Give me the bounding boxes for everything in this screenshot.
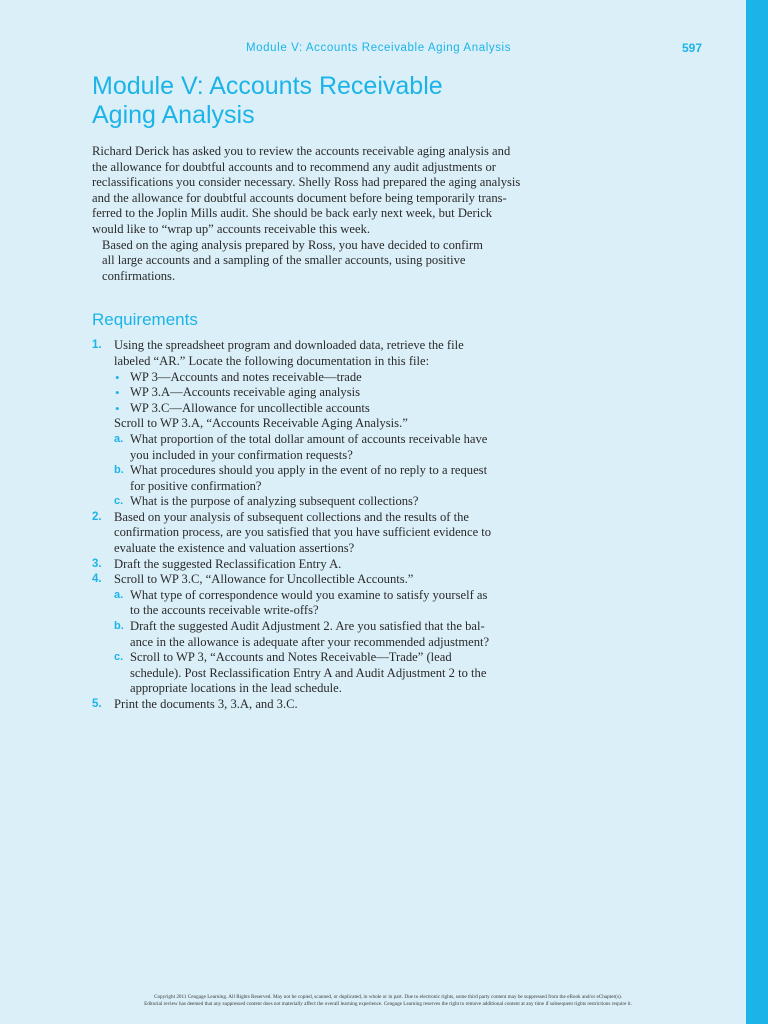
text-line: evaluate the existence and valuation assertions? (114, 541, 355, 556)
sub-question-letter: b. (114, 620, 124, 633)
intro-paragraph-1 (92, 144, 532, 238)
requirement-number: 3. (92, 557, 102, 570)
text-line: all large accounts and a sampling of the smaller accounts, using positive (102, 253, 466, 268)
documentation-item (114, 385, 532, 401)
text-line: What type of correspondence would you examine to satisfy yourself as (130, 587, 488, 602)
sub-question (114, 432, 532, 463)
sub-question-letter: a. (114, 432, 124, 445)
documentation-text: WP 3—Accounts and notes receivable—trade (130, 369, 362, 384)
requirement-item (92, 510, 532, 557)
text-line: the allowance for doubtful accounts and to recommend any audit adjustments or (92, 159, 496, 174)
page-content (92, 72, 532, 713)
sub-question-letter: b. (114, 464, 124, 477)
sub-question-letter: c. (114, 495, 124, 508)
text-line: reclassifications you consider necessary. Shelly Ross had prepared the aging analysis (92, 175, 521, 190)
requirements-list (92, 338, 532, 712)
documentation-text: WP 3.A—Accounts receivable aging analysis (130, 385, 361, 400)
requirements-heading: Requirements (92, 310, 198, 330)
bullet-icon: • (115, 385, 120, 401)
text-line: appropriate locations in the lead schedule. (130, 681, 342, 696)
copyright-line-1: Copyright 2011 Cengage Learning. All Rights Reserved. May not be copied, scanned, or duplicated, in whole or in part. Due to electronic rights, some third party content may be suppressed from the eBook and/or eChapter(s). (153, 994, 622, 1000)
text-line: Richard Derick has asked you to review the accounts receivable aging analysis and (92, 144, 511, 158)
requirement-item (92, 338, 532, 510)
text-line: confirmations. (102, 268, 176, 283)
module-title (92, 72, 532, 130)
sub-question-list (114, 432, 532, 510)
documentation-item (114, 370, 532, 386)
text-line: What is the purpose of analyzing subsequent collections? (130, 494, 419, 509)
sub-question (114, 463, 532, 494)
text-line: Scroll to WP 3.A, “Accounts Receivable Aging Analysis.” (114, 416, 408, 431)
text-line: ferred to the Joplin Mills audit. She should be back early next week, but Derick (92, 206, 493, 221)
module-title-line-1: Module V: Accounts Receivable (92, 72, 443, 100)
text-line: Based on your analysis of subsequent collections and the results of the (114, 509, 469, 524)
documentation-list (114, 370, 532, 417)
text-line: Print the documents 3, 3.A, and 3.C. (114, 697, 298, 711)
text-line: Based on the aging analysis prepared by Ross, you have decided to confirm (102, 237, 483, 252)
requirement-number: 4. (92, 573, 102, 586)
text-line: What procedures should you apply in the event of no reply to a request (130, 463, 488, 478)
text-line: to the accounts receivable write-offs? (130, 603, 319, 618)
copyright-footer (80, 994, 696, 1008)
text-line: What proportion of the total dollar amount of accounts receivable have (130, 431, 488, 446)
requirement-item (92, 572, 532, 697)
text-line: ance in the allowance is adequate after your recommended adjustment? (130, 634, 490, 649)
text-line: Scroll to WP 3, “Accounts and Notes Receivable—Trade” (lead (130, 650, 452, 665)
module-title-line-2: Aging Analysis (92, 101, 255, 129)
text-line: Draft the suggested Reclassification Entry A. (114, 556, 342, 571)
text-line: confirmation process, are you satisfied that you have sufficient evidence to (114, 525, 492, 540)
documentation-item (114, 401, 532, 417)
sub-question (114, 588, 532, 619)
sub-question (114, 494, 532, 510)
sub-question-letter: a. (114, 588, 124, 601)
text-line: you included in your confirmation requests? (130, 447, 353, 462)
text-line: labeled “AR.” Locate the following documentation in this file: (114, 353, 430, 368)
sub-question (114, 619, 532, 650)
sub-question (114, 650, 532, 697)
requirement-number: 2. (92, 510, 102, 523)
text-line: schedule). Post Reclassification Entry A and Audit Adjustment 2 to the (130, 665, 487, 680)
text-line: and the allowance for doubtful accounts document before being temporarily trans- (92, 190, 507, 205)
sub-question-letter: c. (114, 651, 124, 664)
text-line: would like to “wrap up” accounts receivable this week. (92, 221, 371, 236)
text-line: for positive confirmation? (130, 478, 262, 493)
documentation-text: WP 3.C—Allowance for uncollectible accounts (130, 400, 370, 415)
text-line: Using the spreadsheet program and downloaded data, retrieve the file (114, 338, 464, 353)
requirement-item (92, 697, 532, 713)
text-line: Draft the suggested Audit Adjustment 2. Are you satisfied that the bal- (130, 619, 485, 634)
requirement-number: 1. (92, 339, 102, 352)
text-line: Scroll to WP 3.C, “Allowance for Uncollectible Accounts.” (114, 572, 414, 587)
intro-text (92, 144, 532, 284)
bullet-icon: • (115, 400, 120, 416)
requirement-number: 5. (92, 698, 102, 710)
intro-paragraph-2 (92, 238, 532, 285)
running-header-title: Module V: Accounts Receivable Aging Analysis (246, 42, 512, 54)
page-edge-bar (746, 0, 768, 1024)
requirement-item (92, 557, 532, 573)
sub-question-list (114, 588, 532, 697)
page-number: 597 (682, 41, 703, 55)
bullet-icon: • (115, 369, 120, 385)
copyright-line-2: Editorial review has deemed that any suppressed content does not materially affect the overall learning experience. Cengage Learning reserves the right to remove additional content at any time if subsequent rights restrictions require it. (144, 1001, 632, 1007)
